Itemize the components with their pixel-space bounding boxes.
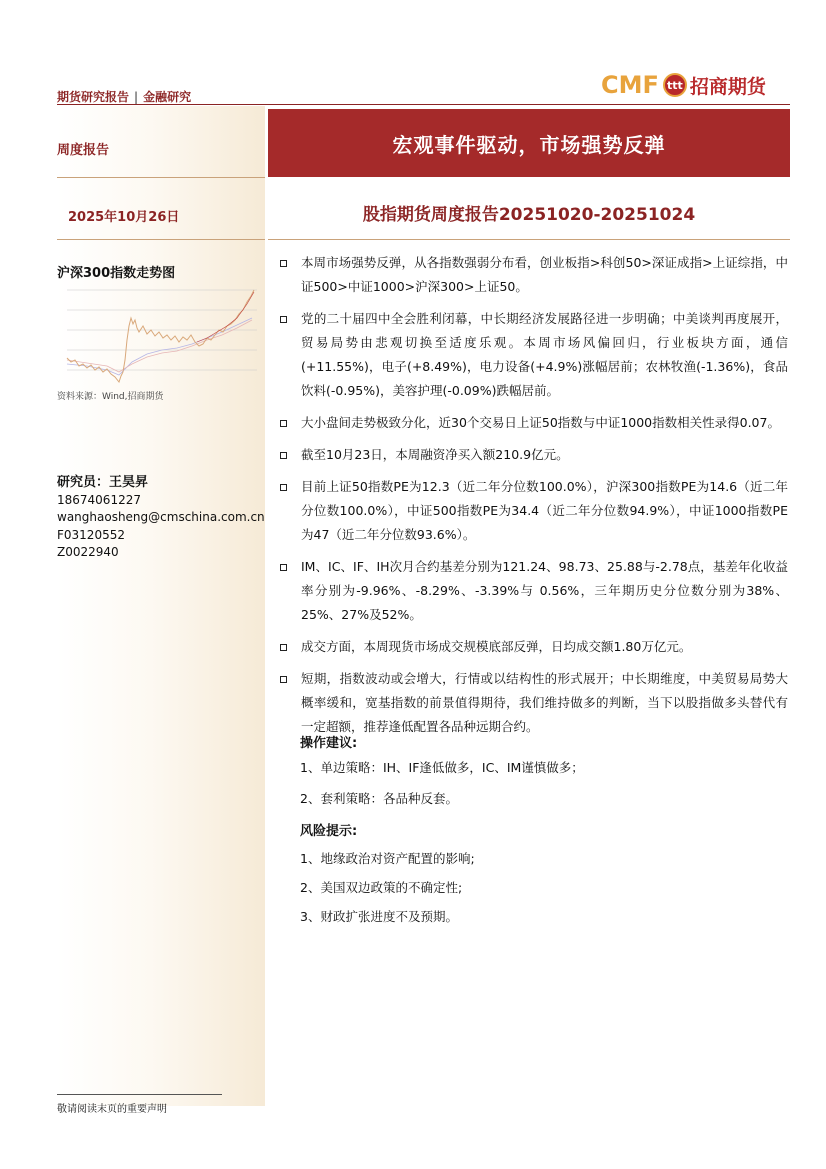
square-bullet-icon bbox=[280, 452, 287, 459]
header-subcategory-label: 金融研究 bbox=[143, 90, 192, 104]
chart-source: 资料来源：Wind,招商期货 bbox=[57, 392, 164, 402]
analyst-phone: 18674061227 bbox=[57, 492, 141, 507]
bullet-item bbox=[276, 635, 788, 659]
company-logo bbox=[601, 70, 766, 100]
chart-ma-line-1 bbox=[67, 318, 252, 375]
square-bullet-icon bbox=[280, 676, 287, 683]
headline: 宏观事件驱动，市场强势反弹 bbox=[392, 132, 666, 157]
sidebar-divider-2 bbox=[57, 239, 265, 240]
square-bullet-icon bbox=[280, 644, 287, 651]
logo-badge-icon: ttt bbox=[663, 73, 687, 97]
square-bullet-icon bbox=[280, 564, 287, 571]
ops-title: 操作建议: bbox=[300, 736, 358, 751]
bullet-text: 成交方面，本周现货市场成交规模底部反弹，日均成交额1.80万亿元。 bbox=[301, 639, 692, 654]
bullet-item bbox=[276, 475, 788, 547]
footer-divider bbox=[57, 1094, 222, 1095]
summary-bullets bbox=[276, 251, 788, 747]
header-category-label: 期货研究报告 bbox=[57, 90, 130, 104]
bullet-text: 党的二十届四中全会胜利闭幕，中长期经济发展路径进一步明确；中美谈判再度展开，贸易局势由悲观切换至适度乐观。本周市场风偏回归，行业板块方面，通信(+11.55%)，电子(+8.49%)，电力设备(+4.9%)涨幅居前；农林牧渔(-1.36%)，食品饮料(-0.95%)，美容护理(-0.09%)跌幅居前。 bbox=[301, 311, 788, 398]
risk-item: 1、地缘政治对资产配置的影响; bbox=[300, 851, 475, 866]
risk-title: 风险提示: bbox=[300, 824, 358, 839]
index-trend-chart bbox=[57, 280, 257, 386]
report-name: 股指期货周度报告20251020-20251024 bbox=[362, 205, 696, 225]
logo-cmf-text: CMF bbox=[601, 71, 659, 99]
square-bullet-icon bbox=[280, 316, 287, 323]
chart-gridlines bbox=[67, 290, 257, 370]
bullet-text: 本周市场强势反弹，从各指数强弱分布看，创业板指>科创50>深证成指>上证综指，中证500>中证1000>沪深300>上证50。 bbox=[301, 255, 788, 294]
report-name-divider bbox=[268, 239, 790, 240]
analyst-license-z: Z0022940 bbox=[57, 545, 119, 559]
chart-price-line bbox=[67, 290, 254, 382]
square-bullet-icon bbox=[280, 260, 287, 267]
report-date: 2025年10月26日 bbox=[68, 210, 180, 225]
ops-item: 1、单边策略：IH、IF逢低做多，IC、IM谨慎做多； bbox=[300, 760, 584, 775]
sidebar-panel bbox=[57, 106, 265, 1106]
bullet-item bbox=[276, 251, 788, 299]
logo-cn-text: 招商期货 bbox=[689, 75, 766, 98]
bullet-text: 大小盘间走势极致分化，近30个交易日上证50指数与中证1000指数相关性录得0.07。 bbox=[301, 415, 780, 430]
header-divider bbox=[57, 104, 790, 105]
bullet-text: 截至10月23日，本周融资净买入额210.9亿元。 bbox=[301, 447, 569, 462]
square-bullet-icon bbox=[280, 420, 287, 427]
analyst-name: 研究员：王昊昇 bbox=[57, 475, 149, 490]
chart-title: 沪深300指数走势图 bbox=[57, 266, 176, 281]
risk-item: 3、财政扩张进度不及预期。 bbox=[300, 909, 458, 924]
bullet-text: IM、IC、IF、IH次月合约基差分别为121.24、98.73、25.88与-2.78点，基差年化收益率分别为-9.96%、-8.29%、-3.39%与 0.56%，三年期历史分位数分别为38%、25%、27%及52%。 bbox=[301, 559, 788, 622]
analyst-license-f: F03120552 bbox=[57, 527, 125, 542]
bullet-item bbox=[276, 443, 788, 467]
risk-item: 2、美国双边政策的不确定性; bbox=[300, 880, 463, 895]
analyst-email[interactable]: wanghaosheng@cmschina.com.cn bbox=[57, 510, 265, 524]
analyst-info bbox=[57, 474, 265, 562]
bullet-item bbox=[276, 411, 788, 435]
square-bullet-icon bbox=[280, 484, 287, 491]
sidebar-divider-1 bbox=[57, 177, 265, 178]
bullet-item bbox=[276, 667, 788, 739]
bullet-item bbox=[276, 307, 788, 403]
chart-candle-overlay bbox=[197, 292, 254, 342]
header-separator: | bbox=[134, 90, 139, 104]
bullet-text: 目前上证50指数PE为12.3（近二年分位数100.0%），沪深300指数PE为14.6（近二年分位数100.0%），中证500指数PE为34.4（近二年分位数94.9%），中证1000指数PE为47（近二年分位数93.6%）。 bbox=[301, 479, 788, 542]
report-type: 周度报告 bbox=[57, 143, 110, 158]
bullet-item bbox=[276, 555, 788, 627]
bullet-text: 短期，指数波动或会增大，行情或以结构性的形式展开；中长期维度，中美贸易局势大概率缓和，宽基指数的前景值得期待，我们维持做多的判断，当下以股指做多头替代有一定超额，推荐逢低配置各品种远期合约。 bbox=[301, 671, 788, 734]
header-category bbox=[57, 88, 191, 105]
footer-disclaimer: 敬请阅读末页的重要声明 bbox=[57, 1104, 167, 1115]
ops-item: 2、套利策略：各品种反套。 bbox=[300, 791, 458, 806]
